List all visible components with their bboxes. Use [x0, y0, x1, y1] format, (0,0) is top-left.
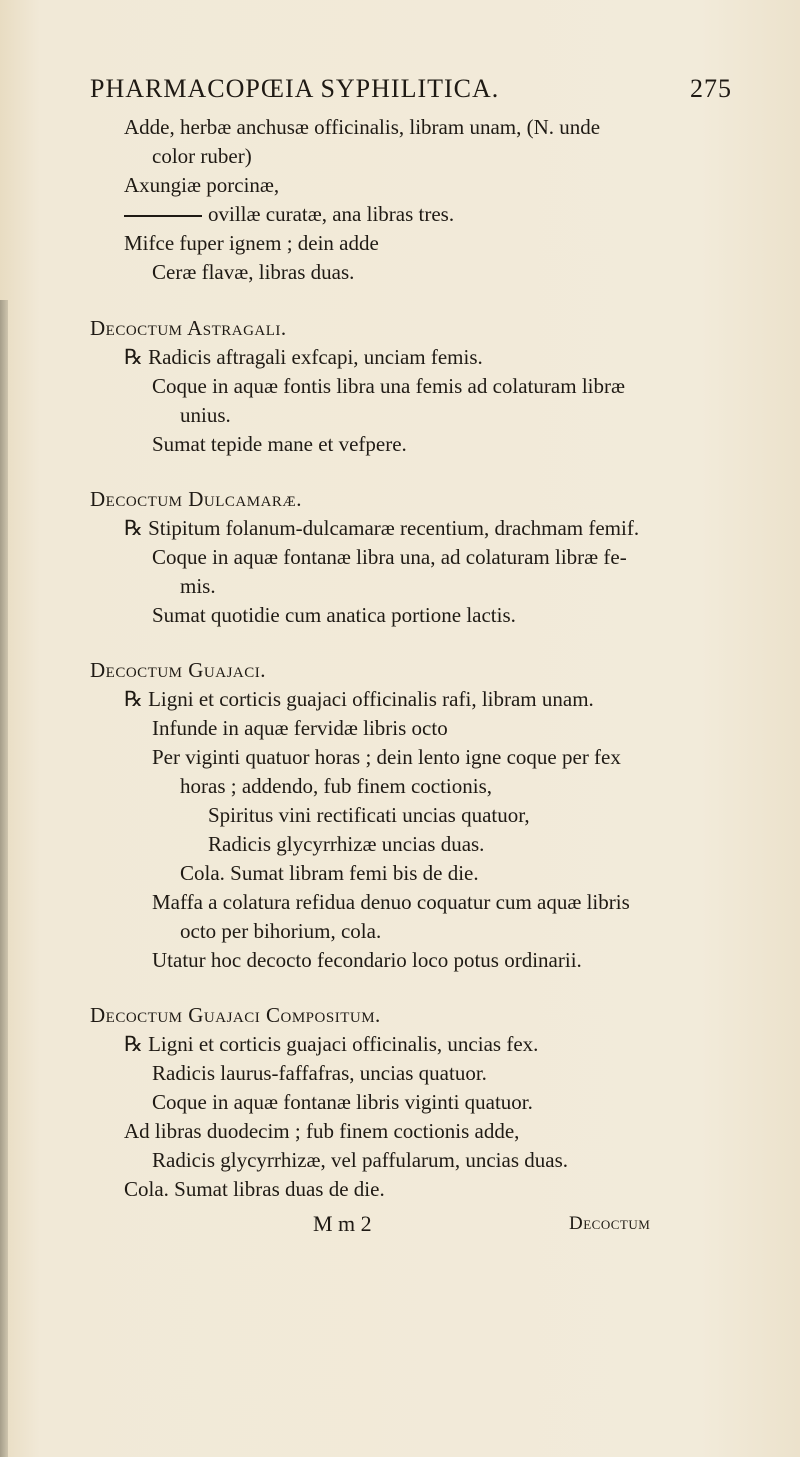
- line-text: Infunde in aquæ fervidæ libris octo: [152, 716, 448, 740]
- line-text: Per viginti quatuor horas ; dein lento igne coque per fex: [152, 745, 621, 769]
- text-line: [124, 1176, 385, 1202]
- text-line: [152, 1060, 487, 1086]
- signature-mark: M m 2: [313, 1211, 372, 1236]
- line-text: Ad libras duodecim ; fub finem coctionis adde,: [124, 1119, 520, 1143]
- text-line: [180, 573, 216, 599]
- section-heading: [90, 315, 287, 341]
- line-text: Radicis glycyrrhizæ uncias duas.: [208, 832, 485, 856]
- ditto-dash: [124, 215, 202, 217]
- line-text: Spiritus vini rectificati uncias quatuor,: [208, 803, 530, 827]
- line-text: Mifce fuper ignem ; dein adde: [124, 231, 379, 255]
- line-text: ℞ Ligni et corticis guajaci officinalis, uncias fex.: [124, 1032, 539, 1056]
- line-text: Utatur hoc decocto fecondario loco potus ordinarii.: [152, 948, 582, 972]
- line-text: Sumat tepide mane et vefpere.: [152, 432, 407, 456]
- line-text: Coque in aquæ fontanæ libra una, ad colaturam libræ fe-: [152, 545, 627, 569]
- text-line: [124, 1118, 519, 1144]
- text-line: [152, 1147, 568, 1173]
- line-text: Maffa a colatura refidua denuo coquatur cum aquæ libris: [152, 890, 630, 914]
- line-text: mis.: [180, 574, 216, 598]
- line-text: Cola. Sumat libras duas de die.: [124, 1177, 385, 1201]
- text-line: [152, 889, 630, 915]
- line-text: Radicis glycyrrhizæ, vel paffularum, uncias duas.: [152, 1148, 569, 1172]
- text-line: [152, 1089, 533, 1115]
- line-text: Decoctum Guajaci.: [90, 658, 267, 682]
- line-text: ovillæ curatæ, ana libras tres.: [208, 202, 455, 226]
- line-text: Sumat quotidie cum anatica portione lactis.: [152, 603, 516, 627]
- line-text: Coque in aquæ fontanæ libris viginti quatuor.: [152, 1090, 533, 1114]
- line-text: Decoctum Dulcamaræ.: [90, 487, 303, 511]
- line-text: unius.: [180, 403, 231, 427]
- text-line: [180, 402, 231, 428]
- text-line: [124, 230, 379, 256]
- catchword: Decoctum: [569, 1213, 651, 1234]
- text-line: [124, 201, 454, 227]
- section-heading: [90, 657, 266, 683]
- text-line: [152, 259, 354, 285]
- line-text: Decoctum Guajaci Compositum.: [90, 1003, 381, 1027]
- text-line: [124, 515, 639, 541]
- text-line: [180, 918, 381, 944]
- text-line: [180, 773, 492, 799]
- line-text: octo per bihorium, cola.: [180, 919, 382, 943]
- line-text: Decoctum Astragali.: [90, 316, 287, 340]
- line-text: Axungiæ porcinæ,: [124, 173, 280, 197]
- header-title: PHARMACOPŒIA SYPHILITICA.: [90, 74, 500, 103]
- section-heading: [90, 1002, 381, 1028]
- text-line: [152, 744, 621, 770]
- line-text: Ceræ flavæ, libras duas.: [152, 260, 355, 284]
- text-line: [152, 715, 448, 741]
- line-text: Coque in aquæ fontis libra una femis ad colaturam libræ: [152, 374, 625, 398]
- page-number: 275: [690, 74, 732, 103]
- text-line: [180, 860, 479, 886]
- text-line: [152, 431, 407, 457]
- text-line: [124, 172, 279, 198]
- text-line: [124, 1031, 538, 1057]
- line-text: Radicis laurus-faffafras, uncias quatuor.: [152, 1061, 487, 1085]
- text-line: [152, 373, 625, 399]
- line-text: Adde, herbæ anchusæ officinalis, libram unam, (N. unde: [124, 115, 601, 139]
- text-line: [208, 802, 530, 828]
- section-heading: [90, 486, 302, 512]
- line-text: color ruber): [152, 144, 252, 168]
- text-line: [152, 544, 627, 570]
- text-line: [208, 831, 484, 857]
- line-text: horas ; addendo, fub finem coctionis,: [180, 774, 493, 798]
- text-line: [152, 143, 252, 169]
- line-text: ℞ Stipitum folanum-dulcamaræ recentium, drachmam femif.: [124, 516, 640, 540]
- text-line: [152, 947, 582, 973]
- running-header: [90, 74, 750, 114]
- line-text: ℞ Ligni et corticis guajaci officinalis rafi, libram unam.: [124, 687, 594, 711]
- text-line: [124, 114, 600, 140]
- text-line: [152, 602, 516, 628]
- page-gutter-shadow: [0, 300, 8, 1457]
- text-line: [124, 344, 483, 370]
- text-line: [124, 686, 594, 712]
- line-text: ℞ Radicis aftragali exfcapi, unciam femis.: [124, 345, 483, 369]
- line-text: Cola. Sumat libram femi bis de die.: [180, 861, 479, 885]
